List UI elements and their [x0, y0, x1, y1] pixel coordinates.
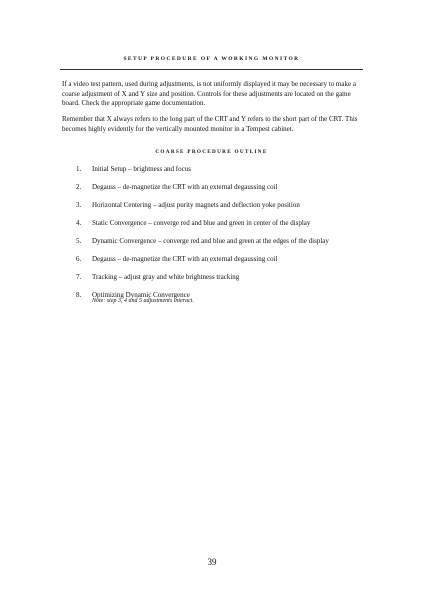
step-number: 6. [76, 255, 82, 263]
step-text: Dynamic Convergence – converge red and blue and green at the edges of the display [92, 237, 329, 245]
step-text: Initial Setup – brightness and focus [92, 165, 191, 173]
step-number: 5. [76, 237, 82, 245]
step-item [76, 201, 366, 219]
step-text: Horizontal Centering – adjust purity magnets and deflection yoke position [92, 201, 300, 209]
step-number: 7. [76, 273, 82, 281]
step-text: Tracking – adjust gray and white brightness tracking [92, 273, 240, 281]
header-divider [60, 69, 363, 70]
procedure-steps-list [76, 165, 366, 309]
step-number: 1. [76, 165, 82, 173]
step-text: Degauss – de-magnetize the CRT with an external degaussing coil [92, 183, 278, 191]
step-text: Static Convergence – converge red and blue and green in center of the display [92, 219, 311, 227]
step-text: Degauss – de-magnetize the CRT with an external degaussing coil [92, 255, 278, 263]
page-number: 39 [207, 557, 217, 567]
step-number: 2. [76, 183, 82, 191]
step-item [76, 219, 366, 237]
step-item [76, 237, 366, 255]
step-item [76, 273, 366, 291]
step-number: 8. [76, 291, 82, 299]
step-text: Optimizing Dynamic Convergence [92, 291, 190, 299]
paragraph-xy-note: Remember that X always refers to the long part of the CRT and Y refers to the short part of the CRT. This becomes highly evidently for the vertically mounted monitor in a Tempest cabinet. [62, 115, 358, 133]
step-number: 3. [76, 201, 82, 209]
step-item [76, 183, 366, 201]
paragraph-intro: If a video test pattern, used during adjustments, is not uniformly displayed it may be necessary to make a coarse adjustment of X and Y size and position. Controls for these adjustments are located on the game board. Check the appropriate game documentation. [62, 80, 356, 107]
interaction-note: Note: step 3, 4 and 5 adjustments interact. [92, 298, 194, 304]
step-item [76, 165, 366, 183]
step-item [76, 255, 366, 273]
outline-title: COARSE PROCEDURE OUTLINE [155, 149, 268, 155]
section-header: SETUP PROCEDURE OF A WORKING MONITOR [123, 56, 300, 62]
step-number: 4. [76, 219, 82, 227]
